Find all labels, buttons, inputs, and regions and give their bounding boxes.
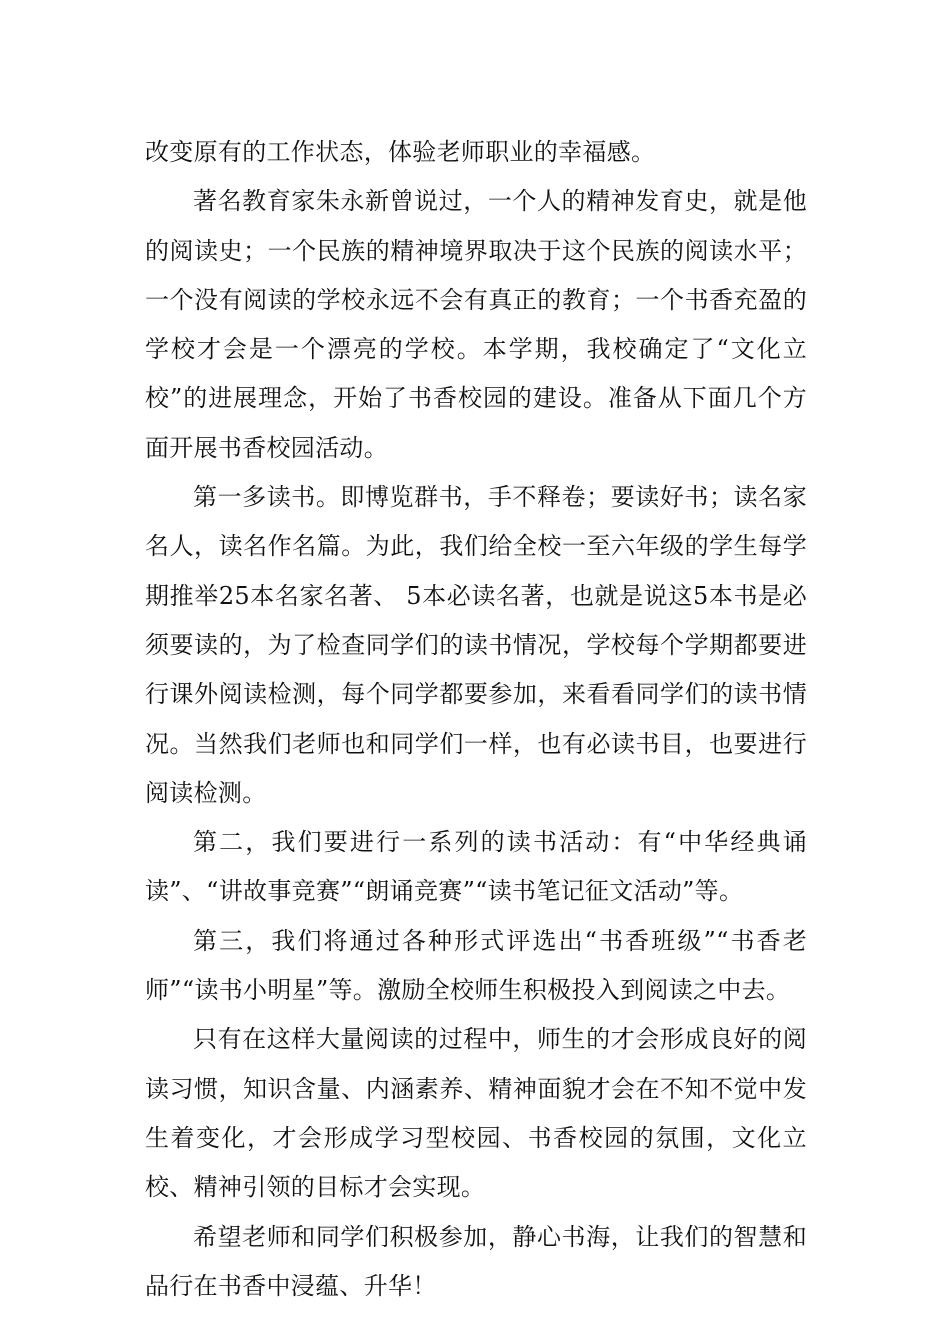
paragraph-continuation: 改变原有的工作状态，体验老师职业的幸福感。	[145, 138, 656, 166]
paragraph-closing-wish: 希望老师和同学们积极参加，静心书海，让我们的智慧和品行在书香中浸蕴、升华！	[145, 1222, 807, 1300]
paragraph-reading-activities: 第二，我们要进行一系列的读书活动：有“中华经典诵读”、“讲故事竞赛”“朗诵竞赛”“读书笔记征文活动”等。	[145, 828, 807, 906]
paragraph-read-more: 第一多读书。即博览群书，手不释卷；要读好书；读名家名人，读名作名篇。为此，我们给全校一至六年级的学生每学期推举25本名家名著、 5本必读名著，也就是说这5本书是必须要读的，为了检查同学们的读书情况，学校每个学期都要进行课外阅读检测，每个同学都要参加，来看看同学们的读书情况。当然我们老师也和同学们一样，也有必读书目，也要进行阅读检测。	[145, 483, 807, 807]
paragraph-selection: 第三，我们将通过各种形式评选出“书香班级”“书香老师”“读书小明星”等。激励全校师生积极投入到阅读之中去。	[145, 926, 807, 1005]
document-body	[145, 128, 807, 1311]
paragraph-reading-history: 著名教育家朱永新曾说过，一个人的精神发育史，就是他的阅读史；一个民族的精神境界取决于这个民族的阅读水平；一个没有阅读的学校永远不会有真正的教育；一个书香充盈的学校才会是一个漂亮的学校。本学期，我校确定了“文化立校”的进展理念，开始了书香校园的建设。准备从下面几个方面开展书香校园活动。	[145, 187, 807, 462]
paragraph-outcome: 只有在这样大量阅读的过程中，师生的才会形成良好的阅读习惯，知识含量、内涵素养、精神面貌才会在不知不觉中发生着变化，才会形成学习型校园、书香校园的氛围，文化立校、精神引领的目标才会实现。	[145, 1025, 807, 1202]
